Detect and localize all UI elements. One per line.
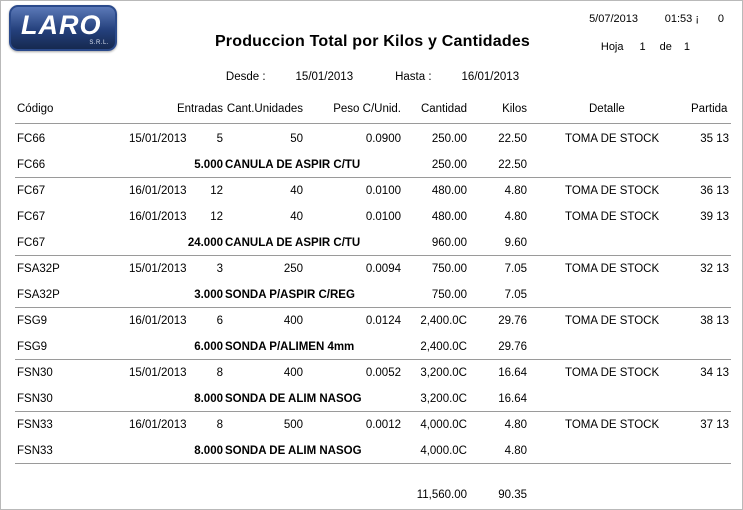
cell-peso_cunid: 0.0124 (365, 315, 401, 327)
cell-cant_unidades: 250 (283, 263, 303, 275)
range-to-label: Hasta : (395, 71, 432, 83)
report-date: 5/07/2013 (589, 13, 638, 25)
cell-codigo: FC67 (17, 211, 46, 223)
cell-entradas: 12 (210, 211, 223, 223)
row-divider (15, 359, 731, 360)
cell-kilos: 7.05 (504, 263, 527, 275)
cell-peso_cunid: 0.0900 (365, 133, 401, 145)
cell-entradas: 3.000 (194, 289, 223, 301)
cell-detalle: TOMA DE STOCK (565, 185, 660, 197)
table-row (1, 311, 743, 337)
table-column-headers (1, 103, 743, 121)
cell-codigo: FSN30 (17, 393, 53, 405)
cell-kilos: 4.80 (504, 445, 527, 457)
cell-cant_unidades: 400 (283, 367, 303, 379)
cell-kilos: 4.80 (504, 419, 527, 431)
cell-detalle: TOMA DE STOCK (565, 315, 660, 327)
cell-cant_unidades: 400 (283, 315, 303, 327)
cell-fecha: 16/01/2013 (129, 419, 187, 431)
cell-fecha: 15/01/2013 (129, 263, 187, 275)
cell-descripcion: SONDA P/ALIMEN 4mm (225, 341, 355, 353)
row-divider (15, 463, 731, 464)
table-row (1, 259, 743, 285)
cell-partida: 39 13 (700, 211, 729, 223)
cell-codigo: FC67 (17, 185, 46, 197)
sheet-indicator (601, 41, 690, 53)
cell-kilos: 4.80 (504, 185, 527, 197)
cell-fecha: 15/01/2013 (129, 133, 187, 145)
cell-entradas: 5.000 (194, 159, 223, 171)
cell-kilos: 29.76 (498, 315, 527, 327)
cell-cant_unidades: 40 (290, 211, 303, 223)
row-divider (15, 255, 731, 256)
cell-cant_unidades: 500 (283, 419, 303, 431)
report-time: 01:53 ¡ (664, 13, 699, 25)
sheet-label: Hoja (600, 41, 624, 53)
row-divider (15, 177, 731, 178)
cell-codigo: FSA32P (17, 289, 60, 301)
cell-partida: 38 13 (700, 315, 729, 327)
cell-codigo: FSN30 (17, 367, 53, 379)
cell-kilos: 7.05 (504, 289, 527, 301)
cell-descripcion: CANULA DE ASPIR C/TU (225, 237, 361, 249)
cell-cantidad: 4,000.0C (420, 445, 467, 457)
cell-entradas: 8.000 (194, 445, 223, 457)
cell-kilos: 4.80 (504, 211, 527, 223)
page-counter: 0 (717, 13, 724, 25)
cell-codigo: FC67 (17, 237, 46, 249)
column-header-partida: Partida (691, 103, 728, 115)
cell-fecha: 16/01/2013 (129, 185, 187, 197)
cell-partida: 37 13 (700, 419, 729, 431)
cell-cantidad: 3,200.0C (420, 367, 467, 379)
cell-codigo: FC66 (17, 133, 46, 145)
table-row (1, 181, 743, 207)
cell-kilos: 22.50 (498, 133, 527, 145)
cell-cant_unidades: 40 (290, 185, 303, 197)
cell-cant_unidades: 50 (290, 133, 303, 145)
cell-peso_cunid: 0.0094 (365, 263, 401, 275)
cell-descripcion: CANULA DE ASPIR C/TU (225, 159, 361, 171)
cell-cantidad: 2,400.0C (420, 315, 467, 327)
cell-cantidad: 960.00 (431, 237, 467, 249)
cell-kilos: 16.64 (498, 367, 527, 379)
cell-cantidad: 750.00 (431, 289, 467, 301)
cell-kilos: 9.60 (504, 237, 527, 249)
table-row (1, 415, 743, 441)
row-divider (15, 411, 731, 412)
cell-codigo: FSG9 (17, 315, 48, 327)
cell-detalle: TOMA DE STOCK (565, 211, 660, 223)
table-row (1, 363, 743, 389)
cell-entradas: 8 (216, 419, 223, 431)
logo-subtext: S.R.L. (89, 40, 109, 46)
header-divider (15, 123, 731, 124)
cell-peso_cunid: 0.0100 (365, 185, 401, 197)
cell-descripcion: SONDA P/ASPIR C/REG (225, 289, 355, 301)
cell-detalle: TOMA DE STOCK (565, 419, 660, 431)
cell-codigo: FSG9 (17, 341, 48, 353)
cell-peso_cunid: 0.0100 (365, 211, 401, 223)
sheet-total: 1 (683, 41, 690, 53)
cell-entradas: 8.000 (194, 393, 223, 405)
cell-cantidad: 750.00 (431, 263, 467, 275)
date-range (1, 71, 743, 83)
table-row (1, 129, 743, 155)
cell-partida: 36 13 (700, 185, 729, 197)
cell-cantidad: 480.00 (431, 211, 467, 223)
cell-entradas: 24.000 (187, 237, 223, 249)
cell-cantidad: 3,200.0C (420, 393, 467, 405)
column-header-entradas: Entradas (176, 103, 223, 115)
cell-detalle: TOMA DE STOCK (565, 263, 660, 275)
page-title: Produccion Total por Kilos y Cantidades (214, 33, 531, 50)
cell-descripcion: SONDA DE ALIM NASOG (225, 393, 362, 405)
column-header-detalle: Detalle (589, 103, 625, 115)
cell-fecha: 15/01/2013 (129, 367, 187, 379)
cell-partida: 32 13 (700, 263, 729, 275)
cell-detalle: TOMA DE STOCK (565, 367, 660, 379)
cell-detalle: TOMA DE STOCK (565, 133, 660, 145)
cell-peso_cunid: 0.0052 (365, 367, 401, 379)
logo-text: LARO (21, 10, 102, 40)
total-cantidad: 11,560.00 (416, 489, 467, 501)
cell-codigo: FSN33 (17, 445, 53, 457)
range-from-value: 15/01/2013 (295, 71, 354, 83)
cell-descripcion: SONDA DE ALIM NASOG (225, 445, 362, 457)
cell-partida: 34 13 (700, 367, 729, 379)
cell-codigo: FSA32P (17, 263, 60, 275)
cell-entradas: 6.000 (194, 341, 223, 353)
cell-codigo: FSN33 (17, 419, 53, 431)
total-kilos: 90.35 (498, 489, 527, 501)
column-header-cant-unidades: Cant.Unidades (226, 103, 303, 115)
cell-cantidad: 250.00 (431, 133, 467, 145)
cell-partida: 35 13 (700, 133, 729, 145)
sheet-of-label: de (659, 41, 672, 53)
cell-codigo: FC66 (17, 159, 46, 171)
cell-fecha: 16/01/2013 (129, 211, 187, 223)
cell-cantidad: 2,400.0C (420, 341, 467, 353)
cell-cantidad: 250.00 (431, 159, 467, 171)
column-header-peso-cunid: Peso C/Unid. (333, 103, 401, 115)
cell-kilos: 22.50 (498, 159, 527, 171)
table-row (1, 207, 743, 233)
cell-entradas: 3 (216, 263, 223, 275)
column-header-cantidad: Cantidad (420, 103, 467, 115)
range-from-label: Desde : (225, 71, 266, 83)
cell-entradas: 5 (216, 133, 223, 145)
cell-entradas: 12 (210, 185, 223, 197)
range-to-value: 16/01/2013 (461, 71, 520, 83)
column-header-kilos: Kilos (502, 103, 527, 115)
cell-cantidad: 4,000.0C (420, 419, 467, 431)
cell-cantidad: 480.00 (431, 185, 467, 197)
cell-peso_cunid: 0.0012 (365, 419, 401, 431)
cell-kilos: 16.64 (498, 393, 527, 405)
cell-kilos: 29.76 (498, 341, 527, 353)
cell-fecha: 16/01/2013 (129, 315, 187, 327)
cell-entradas: 6 (216, 315, 223, 327)
sheet-current: 1 (639, 41, 646, 53)
cell-entradas: 8 (216, 367, 223, 379)
row-divider (15, 307, 731, 308)
column-header-codigo: Código (17, 103, 54, 115)
